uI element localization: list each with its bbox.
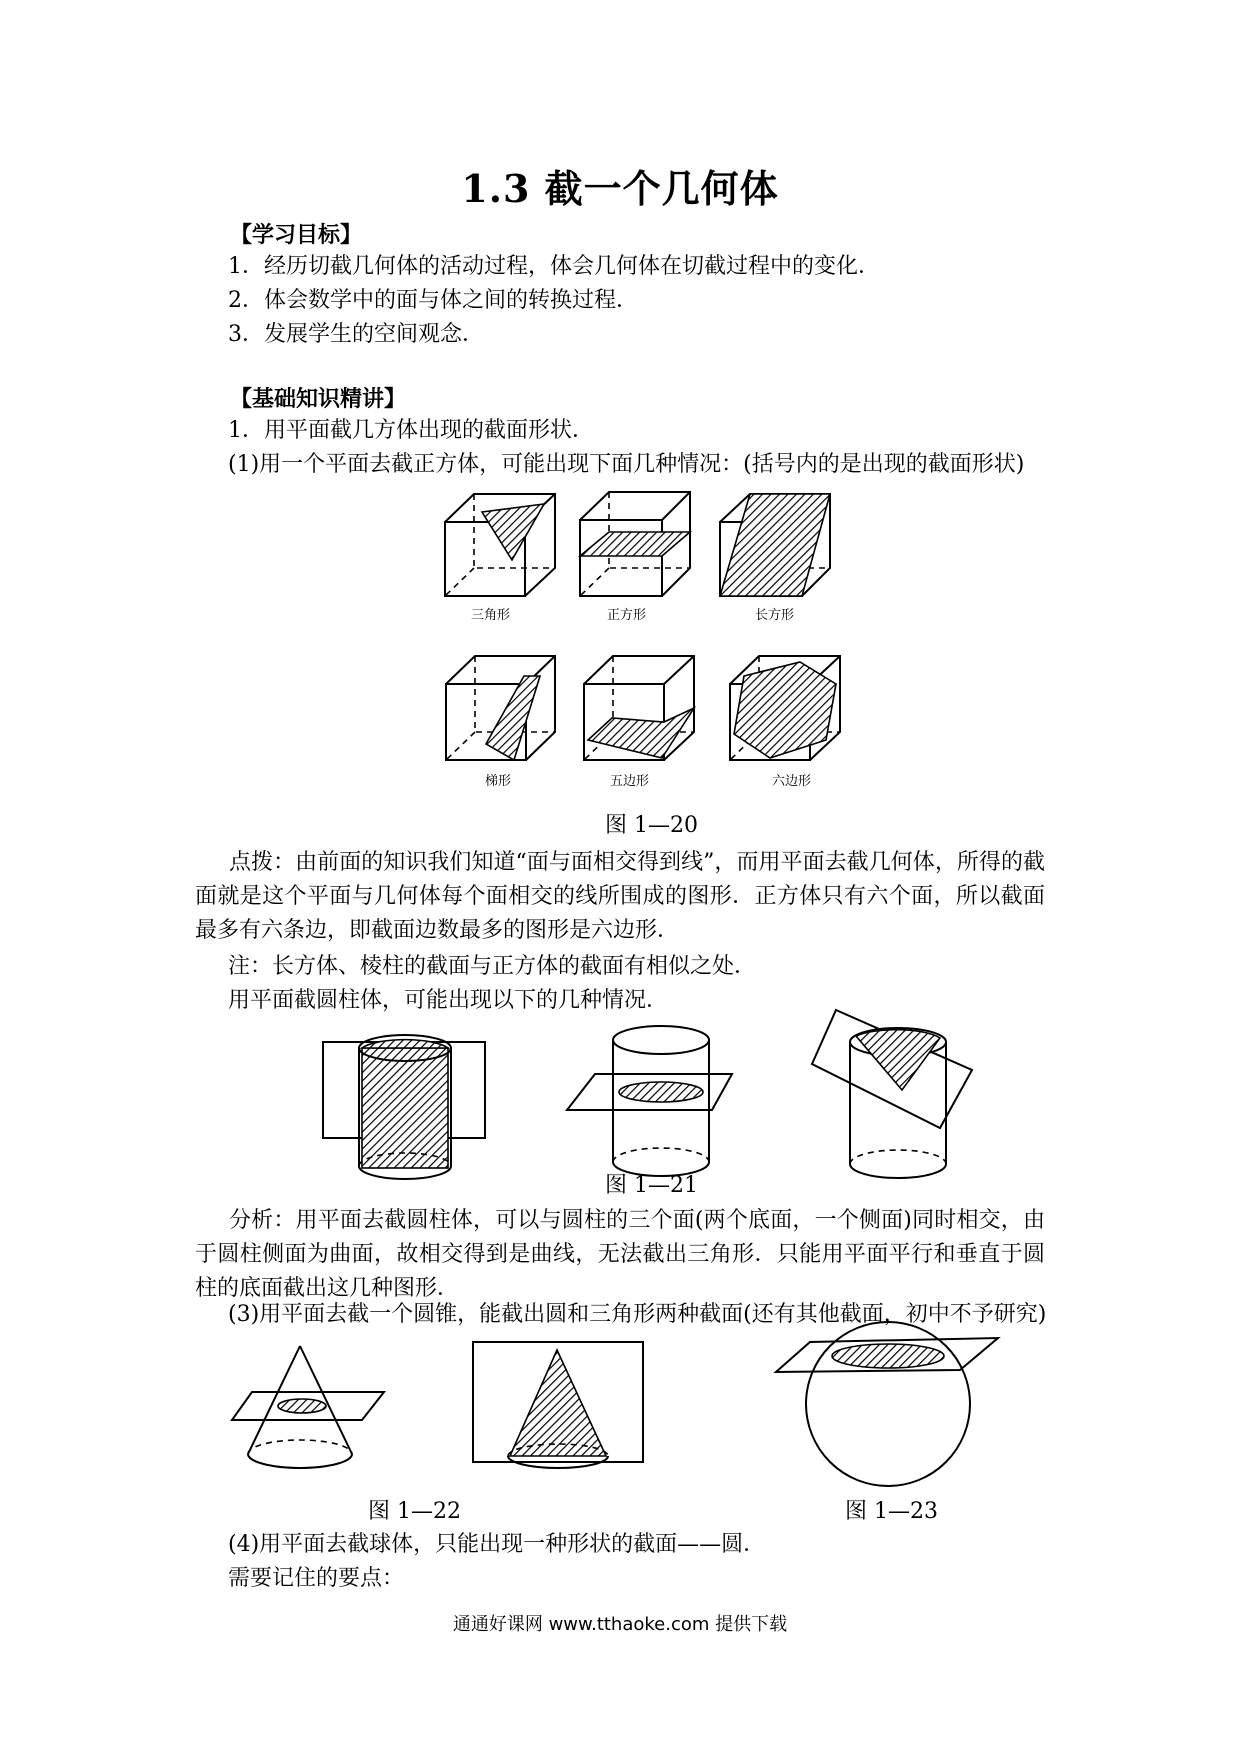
- figure-caption: 图 1—21: [605, 1173, 698, 1198]
- cone-horizontal-cut: [232, 1346, 384, 1468]
- knowledge-line: 1．用平面截几方体出现的截面形状．: [228, 418, 594, 443]
- figure-caption: 图 1—22: [368, 1499, 461, 1524]
- sphere-cut: [776, 1322, 998, 1486]
- cube-label: 梯形: [485, 774, 512, 789]
- tip-paragraph: 点拨：由前面的知识我们知道“面与面相交得到线”，而用平面去截几何体，所得的截面就是这个平面与几何体每个面相交的线所围成的图形．正方体只有六个面，所以截面最多有六条边，即截面边数最多的图形是六边形．: [195, 850, 1045, 943]
- analysis-paragraph: 分析：用平面去截圆柱体，可以与圆柱的三个面(两个底面，一个侧面)同时相交，由于圆柱侧面为曲面，故相交得到是曲线，无法截出三角形．只能用平面平行和垂直于圆柱的底面截出这几种图形．: [195, 1208, 1045, 1301]
- page-title: 1.3 截一个几何体: [461, 166, 779, 211]
- page-footer: 通通好课网 www.tthaoke.com 提供下载: [452, 1614, 788, 1635]
- note-line: 注：长方体、棱柱的截面与正方体的截面有相似之处．: [228, 954, 757, 979]
- cube-label: 三角形: [471, 608, 511, 623]
- figure-caption: 图 1—20: [605, 813, 698, 838]
- remember-line: 需要记住的要点：: [228, 1566, 405, 1591]
- cube-label: 五边形: [610, 774, 650, 789]
- cylinder-intro: 用平面截圆柱体，可能出现以下的几种情况．: [228, 988, 669, 1013]
- cube-label: 六边形: [772, 774, 812, 789]
- sphere-line: (4)用平面去截球体，只能出现一种形状的截面——圆．: [228, 1532, 766, 1557]
- cube-label: 正方形: [607, 608, 647, 623]
- objectives-heading: 【学习目标】: [230, 222, 363, 248]
- figure-caption: 图 1—23: [845, 1499, 938, 1524]
- knowledge-heading: 【基础知识精讲】: [230, 386, 407, 412]
- cone-line: (3)用平面去截一个圆锥，能截出圆和三角形两种截面(还有其他截面，初中不予研究): [228, 1302, 1047, 1327]
- knowledge-line: (1)用一个平面去截正方体，可能出现下面几种情况：(括号内的是出现的截面形状): [228, 452, 1025, 477]
- cone-vertical-cut: [473, 1342, 643, 1468]
- objective-item: 1．经历切截几何体的活动过程，体会几何体在切截过程中的变化．: [228, 254, 880, 279]
- objective-item: 3．发展学生的空间观念．: [228, 322, 484, 347]
- objective-item: 2．体会数学中的面与体之间的转换过程．: [228, 288, 638, 313]
- cube-label: 长方形: [755, 608, 795, 623]
